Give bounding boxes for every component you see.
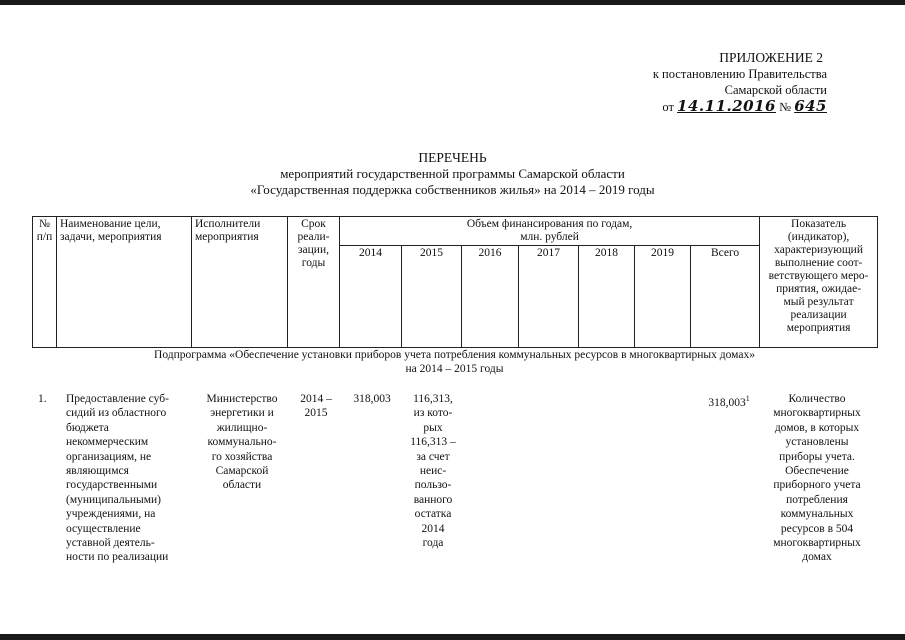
col-header-indicator: Показатель (индикатор), характеризующий выполнение соот- ветствующего меро- приятия, ожидае- мый результат реализации мероприятия xyxy=(760,217,878,348)
col-header-term: Срок реали- зации, годы xyxy=(288,217,340,348)
row1-name: Предоставление суб- сидий из областного бюджета некоммерческим организациям, не являющимся государственными (муниципальными) учреждениями, на осуществление уставной деятель- ности по реализации xyxy=(66,393,169,564)
row1-indicator: Количество многоквартирных домов, в которых установлены приборы учета. Обеспечение приборного учета потребления коммунальных ресурсов в 504 многоквартирных домах xyxy=(773,393,861,564)
year-2018: 2018 xyxy=(579,246,635,348)
handwritten-number: 645 xyxy=(794,97,827,115)
year-2014: 2014 xyxy=(340,246,402,348)
number-prefix: № xyxy=(779,100,792,114)
row1-executor: Министерство энергетики и жилищно- коммунально- го хозяйства Самарской области xyxy=(206,393,278,492)
appendix-date-line xyxy=(653,98,827,115)
appendix-line-2: Самарской области xyxy=(724,83,827,97)
heading-line-1: мероприятий государственной программы Самарской области xyxy=(280,166,625,181)
date-prefix: от xyxy=(662,100,674,114)
year-2019: 2019 xyxy=(635,246,691,348)
appendix-title: ПРИЛОЖЕНИЕ 2 xyxy=(719,50,823,65)
row1-2015-value: 116,313, из кото- рых 116,313 – за счет неис- пользо- ванного остатка 2014 года xyxy=(410,393,456,550)
header-table xyxy=(32,216,878,348)
col-header-number: № п/п xyxy=(33,217,57,348)
subprogram-line-1: Подпрограмма «Обеспечение установки приборов учета потребления коммунальных ресурсов в многоквартирных домах» xyxy=(154,349,755,361)
heading-title: ПЕРЕЧЕНЬ xyxy=(418,150,487,165)
row1-term: 2014 – 2015 xyxy=(300,393,332,420)
row1-number: 1. xyxy=(38,393,47,405)
scan-border-top xyxy=(0,0,905,5)
col-header-executor: Исполнители мероприятия xyxy=(192,217,288,348)
year-total: Всего xyxy=(691,246,760,348)
row1-2014-value: 318,003 xyxy=(353,393,391,405)
year-2016: 2016 xyxy=(462,246,519,348)
col-header-financing: Объем финансирования по годам, млн. рублей xyxy=(340,217,760,246)
col-header-name: Наименование цели, задачи, мероприятия xyxy=(57,217,192,348)
subprogram-title xyxy=(32,348,877,376)
appendix-line-1: к постановлению Правительства xyxy=(652,67,827,81)
document-heading xyxy=(0,150,905,198)
scan-border-bottom xyxy=(0,634,905,640)
appendix-block xyxy=(653,50,827,115)
row1-total-footnote: 1 xyxy=(745,394,750,403)
subprogram-line-2: на 2014 – 2015 годы xyxy=(405,363,504,375)
year-2015: 2015 xyxy=(402,246,462,348)
heading-line-2: «Государственная поддержка собственников жилья» на 2014 – 2019 годы xyxy=(250,182,655,197)
year-2017: 2017 xyxy=(519,246,579,348)
row1-total xyxy=(698,392,760,410)
handwritten-date: 14.11.2016 xyxy=(677,97,776,115)
row1-total-value: 318,003 xyxy=(708,396,746,409)
